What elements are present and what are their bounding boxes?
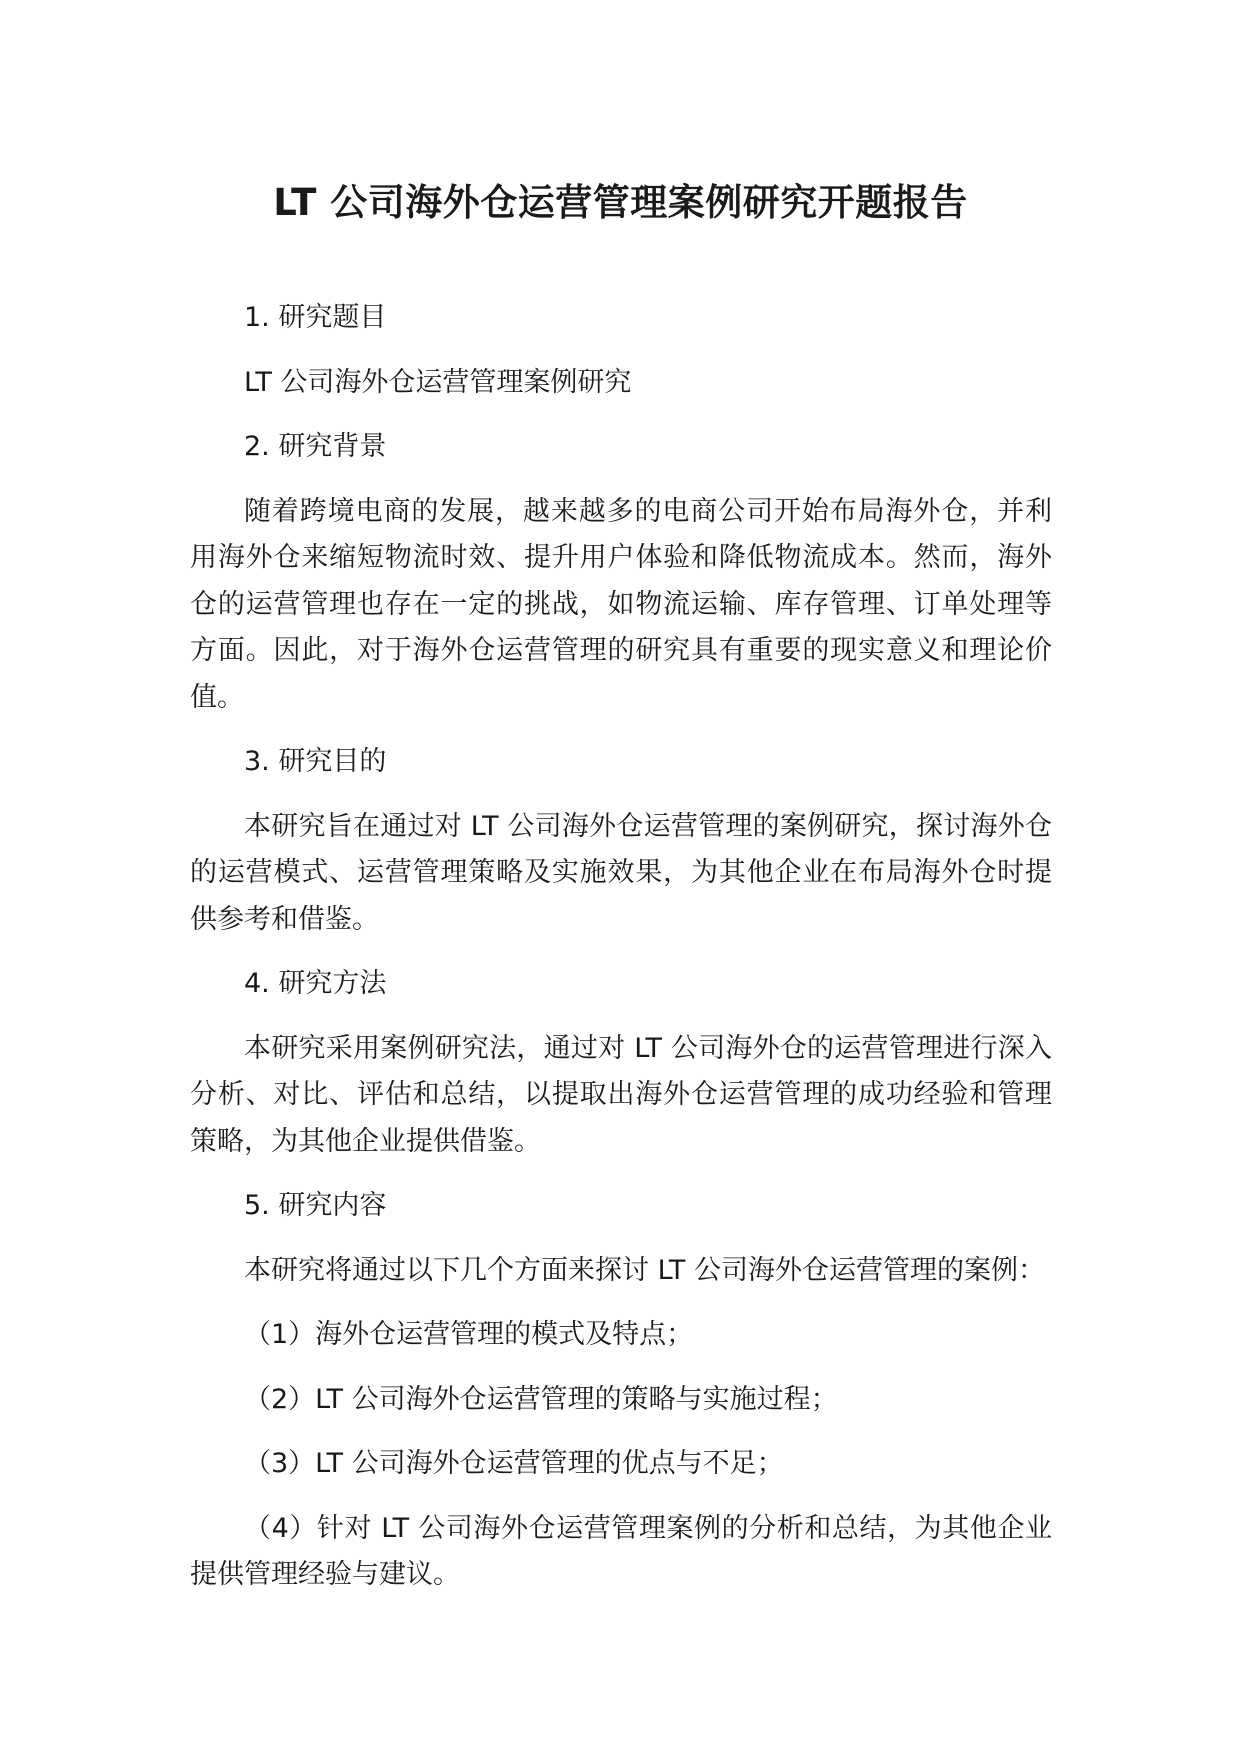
background-paragraph: 随着跨境电商的发展，越来越多的电商公司开始布局海外仓，并利用海外仓来缩短物流时效、提升用户体验和降低物流成本。然而，海外仓的运营管理也存在一定的挑战，如物流运输、库存管理、订单处理等方面。因此，对于海外仓运营管理的研究具有重要的现实意义和理论价值。 [190, 495, 1052, 713]
topic-paragraph: LT 公司海外仓运营管理案例研究 [244, 366, 632, 398]
content-list-item: （2）LT 公司海外仓运营管理的策略与实施过程； [244, 1383, 838, 1415]
section-heading-method: 4. 研究方法 [244, 968, 387, 999]
section-heading-background: 2. 研究背景 [244, 431, 387, 462]
section-heading-content: 5. 研究内容 [244, 1190, 387, 1221]
method-paragraph: 本研究采用案例研究法，通过对 LT 公司海外仓的运营管理进行深入分析、对比、评估和总结，以提取出海外仓运营管理的成功经验和管理策略，为其他企业提供借鉴。 [190, 1032, 1052, 1157]
document-title: LT 公司海外仓运营管理案例研究开题报告 [273, 181, 968, 224]
document-body [190, 295, 1052, 1617]
section-heading-purpose: 3. 研究目的 [244, 746, 387, 777]
content-list-item: （4）针对 LT 公司海外仓运营管理案例的分析和总结，为其他企业提供管理经验与建议。 [190, 1512, 1052, 1590]
section-heading-topic: 1. 研究题目 [244, 302, 387, 333]
content-list-item: （3）LT 公司海外仓运营管理的优点与不足； [244, 1448, 784, 1479]
content-list-item: （1）海外仓运营管理的模式及特点； [244, 1319, 694, 1350]
purpose-paragraph: 本研究旨在通过对 LT 公司海外仓运营管理的案例研究，探讨海外仓的运营模式、运营管理策略及实施效果，为其他企业在布局海外仓时提供参考和借鉴。 [190, 810, 1052, 935]
content-intro-paragraph: 本研究将通过以下几个方面来探讨 LT 公司海外仓运营管理的案例： [244, 1254, 1045, 1286]
